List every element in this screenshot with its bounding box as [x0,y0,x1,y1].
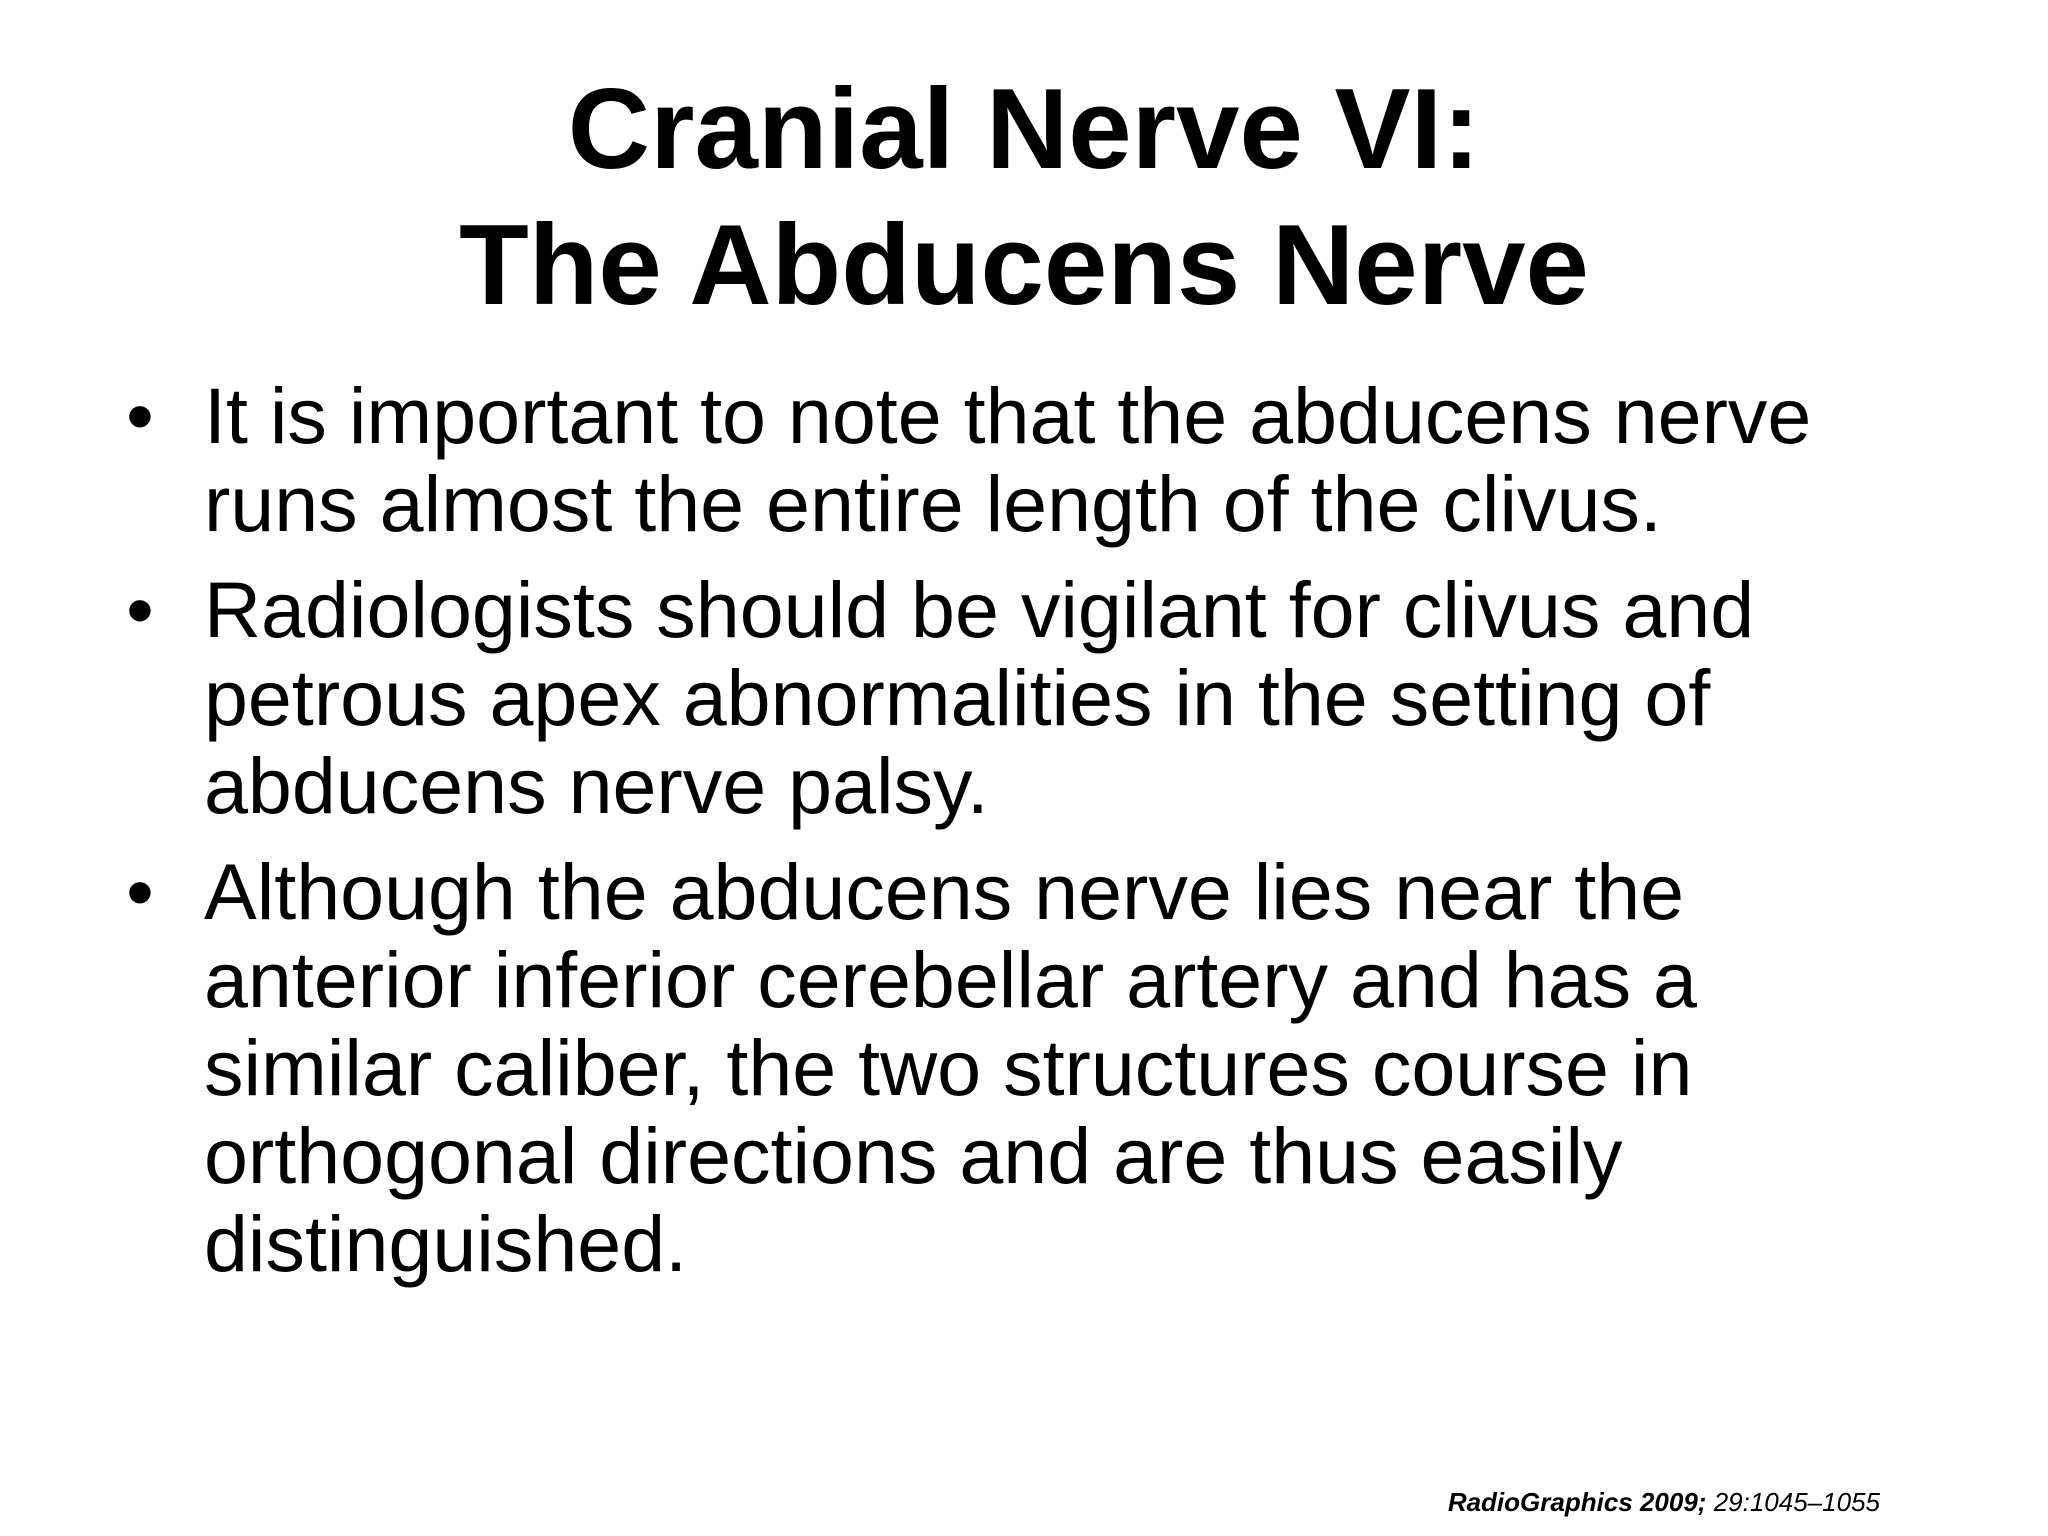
bullet-list [120,372,1900,1306]
bullet-icon: • [126,371,154,460]
bullet-icon: • [126,565,154,654]
title-line-2: The Abducens Nerve [459,202,1589,329]
citation-journal: RadioGraphics 2009; [1447,1487,1707,1517]
title-line-1: Cranial Nerve VI: [567,66,1481,193]
bullet-text: Radiologists should be vigilant for clivus and petrous apex abnormalities in the setting of abducens nerve palsy. [204,565,1755,830]
citation [1448,1486,1880,1518]
bullet-item [120,566,1900,830]
citation-reference: 29:1045–1055 [1713,1487,1880,1517]
bullet-icon: • [126,847,154,936]
slide-title [0,62,2048,334]
bullet-text: Although the abducens nerve lies near the anterior inferior cerebellar artery and has a similar caliber, the two structures course in orthogonal directions and are thus easily distinguished. [204,847,1697,1288]
bullet-item [120,848,1900,1288]
bullet-text: It is important to note that the abducens nerve runs almost the entire length of the clivus. [204,371,1812,548]
bullet-item [120,372,1900,548]
